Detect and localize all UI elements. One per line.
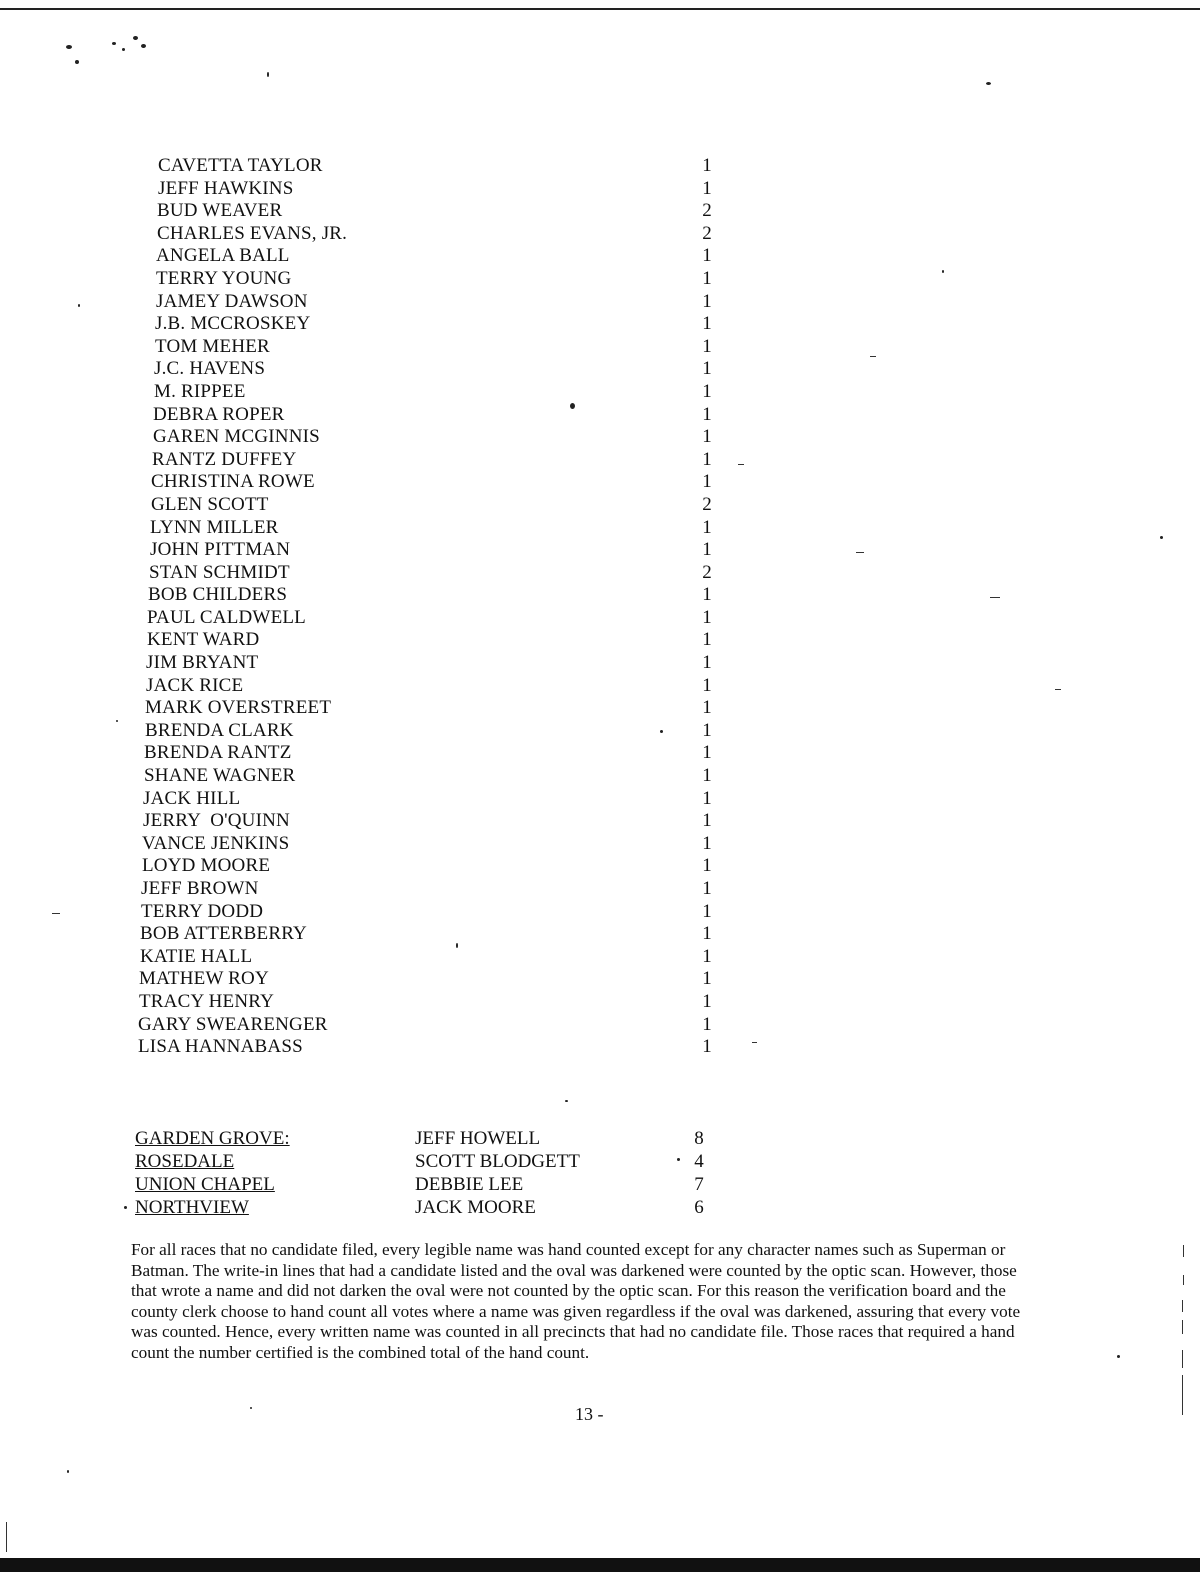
candidate-name: PAUL CALDWELL (147, 606, 306, 628)
list-item (0, 539, 1200, 562)
list-item (0, 833, 1200, 856)
list-item (0, 1151, 1200, 1174)
vote-count: 1 (702, 335, 712, 357)
vote-count: 1 (702, 584, 712, 606)
candidate-name: JEFF HAWKINS (158, 177, 294, 199)
candidate-name: MATHEW ROY (139, 968, 269, 990)
vote-count: 8 (694, 1128, 704, 1149)
vote-count: 2 (702, 561, 712, 583)
list-item (0, 200, 1200, 223)
vote-count: 7 (694, 1174, 704, 1195)
vote-count: 1 (702, 155, 712, 176)
list-item (0, 494, 1200, 517)
vote-count: 4 (694, 1151, 704, 1172)
precinct-name: ROSEDALE (135, 1151, 235, 1172)
list-item (0, 336, 1200, 359)
candidate-name: LISA HANNABASS (138, 1036, 303, 1058)
list-item (0, 765, 1200, 788)
list-item (0, 381, 1200, 404)
candidate-name: LOYD MOORE (142, 855, 271, 877)
candidate-name: JAMEY DAWSON (156, 290, 308, 312)
candidate-name: GLEN SCOTT (151, 493, 269, 515)
vote-count: 1 (702, 719, 712, 741)
list-item (0, 607, 1200, 630)
list-item (0, 675, 1200, 698)
list-item (0, 449, 1200, 472)
candidate-name: M. RIPPEE (154, 380, 246, 402)
vote-count: 2 (702, 222, 712, 244)
list-item (0, 155, 1200, 178)
list-item (0, 878, 1200, 901)
vote-count: 1 (702, 945, 712, 967)
candidate-name: DEBBIE LEE (415, 1174, 524, 1195)
list-item (0, 245, 1200, 268)
vote-count: 1 (702, 990, 712, 1012)
candidate-name: JACK MOORE (415, 1197, 536, 1218)
list-item (0, 313, 1200, 336)
candidate-name: J.B. MCCROSKEY (155, 313, 311, 335)
vote-count: 1 (702, 832, 712, 854)
vote-count: 1 (702, 810, 712, 832)
candidate-name: CHRISTINA ROWE (151, 471, 315, 493)
candidate-name: RANTZ DUFFEY (152, 448, 297, 470)
list-item (0, 1174, 1200, 1197)
candidate-name: TERRY YOUNG (156, 267, 292, 289)
page-number: 13 - (575, 1404, 604, 1424)
vote-count: 1 (702, 606, 712, 628)
page-bottom-edge (0, 1558, 1200, 1572)
vote-count: 1 (702, 380, 712, 402)
candidate-name: CHARLES EVANS, JR. (157, 222, 348, 244)
vote-count: 2 (702, 493, 712, 515)
vote-count: 1 (702, 629, 712, 651)
vote-count: 6 (694, 1197, 704, 1218)
vote-count: 1 (702, 765, 712, 787)
vote-count: 1 (702, 403, 712, 425)
vote-count: 1 (702, 245, 712, 267)
candidate-name: BRENDA CLARK (145, 719, 294, 741)
vote-count: 1 (702, 652, 712, 674)
candidate-name: CAVETTA TAYLOR (158, 155, 323, 176)
vote-count: 1 (702, 177, 712, 199)
list-item (0, 788, 1200, 811)
vote-count: 1 (702, 290, 712, 312)
vote-count: 1 (702, 900, 712, 922)
candidate-name: VANCE JENKINS (142, 832, 290, 854)
list-item (0, 291, 1200, 314)
list-item (0, 697, 1200, 720)
vote-count: 1 (702, 539, 712, 561)
vote-count: 1 (702, 426, 712, 448)
vote-count: 1 (702, 674, 712, 696)
vote-count: 1 (702, 968, 712, 990)
candidate-name: LYNN MILLER (150, 516, 279, 538)
list-item (0, 742, 1200, 765)
list-item (0, 358, 1200, 381)
list-item (0, 1197, 1200, 1220)
list-item (0, 652, 1200, 675)
candidate-name: BRENDA RANTZ (144, 742, 292, 764)
list-item (0, 901, 1200, 924)
candidate-name: GAREN MCGINNIS (153, 426, 320, 448)
vote-count: 1 (702, 267, 712, 289)
list-item (0, 471, 1200, 494)
vote-count: 1 (702, 742, 712, 764)
candidate-name: TERRY DODD (141, 900, 264, 922)
list-item (0, 855, 1200, 878)
candidate-name: GARY SWEARENGER (138, 1013, 328, 1035)
vote-count: 1 (702, 358, 712, 380)
candidate-name: JACK RICE (146, 674, 244, 696)
precinct-name: UNION CHAPEL (135, 1174, 275, 1195)
vote-count: 1 (702, 1036, 712, 1058)
candidate-name: JIM BRYANT (146, 652, 259, 674)
vote-count: 1 (702, 923, 712, 945)
candidate-name: SCOTT BLODGETT (415, 1151, 580, 1172)
list-item (0, 810, 1200, 833)
list-item (0, 584, 1200, 607)
candidate-name: J.C. HAVENS (154, 358, 266, 380)
list-item (0, 1014, 1200, 1037)
vote-count: 2 (702, 200, 712, 222)
candidate-name: STAN SCHMIDT (149, 561, 290, 583)
candidate-name: JACK HILL (143, 787, 241, 809)
candidate-name: SHANE WAGNER (144, 765, 296, 787)
hand-count-note: For all races that no candidate filed, every legible name was hand counted except for any character names such as Superman or Batman. The write-in lines that had a candidate listed and the oval was darkened were counted by the optic scan. However, those that wrote a name and did not darken the oval were not counted by the optic scan. For this reason the verification board and the county clerk choose to hand count all votes where a name was given regardless if the oval was darkened, assuring that every vote was counted. Hence, every written name was counted in all precincts that had no candidate file. Those races that required a hand count the number certified is the combined total of the hand count. (131, 1240, 1021, 1362)
candidate-name: TOM MEHER (155, 335, 270, 357)
vote-count: 1 (702, 313, 712, 335)
list-item (0, 1036, 1200, 1059)
list-item (0, 562, 1200, 585)
precinct-name: GARDEN GROVE: (135, 1128, 290, 1149)
candidate-name: MARK OVERSTREET (145, 697, 332, 719)
list-item (0, 517, 1200, 540)
vote-count: 1 (702, 697, 712, 719)
candidate-name: JEFF BROWN (141, 878, 259, 899)
precinct-name: NORTHVIEW (135, 1197, 249, 1218)
list-item (0, 720, 1200, 743)
vote-count: 1 (702, 448, 712, 470)
candidate-name: TRACY HENRY (139, 990, 275, 1012)
list-item (0, 268, 1200, 291)
page-top-edge (0, 8, 1200, 10)
candidate-name: BOB ATTERBERRY (140, 923, 307, 945)
candidate-name: JOHN PITTMAN (150, 539, 291, 561)
list-item (0, 968, 1200, 991)
candidate-name: BUD WEAVER (157, 200, 283, 222)
candidate-name: JERRY O'QUINN (143, 810, 290, 832)
write-in-vote-list (0, 155, 1200, 1059)
list-item (0, 178, 1200, 201)
vote-count: 1 (702, 787, 712, 809)
candidate-name: BOB CHILDERS (148, 584, 288, 606)
list-item (0, 223, 1200, 246)
list-item (0, 1128, 1200, 1151)
candidate-name: KATIE HALL (140, 945, 253, 967)
list-item (0, 946, 1200, 969)
candidate-name: KENT WARD (147, 629, 260, 651)
vote-count: 1 (702, 516, 712, 538)
vote-count: 1 (702, 878, 712, 899)
candidate-name: ANGELA BALL (156, 245, 290, 267)
vote-count: 1 (702, 855, 712, 877)
list-item (0, 629, 1200, 652)
vote-count: 1 (702, 471, 712, 493)
list-item (0, 991, 1200, 1014)
candidate-name: JEFF HOWELL (415, 1128, 541, 1149)
vote-count: 1 (702, 1013, 712, 1035)
precinct-results-list (0, 1128, 1200, 1220)
list-item (0, 923, 1200, 946)
list-item (0, 426, 1200, 449)
list-item (0, 404, 1200, 427)
candidate-name: DEBRA ROPER (153, 403, 285, 425)
